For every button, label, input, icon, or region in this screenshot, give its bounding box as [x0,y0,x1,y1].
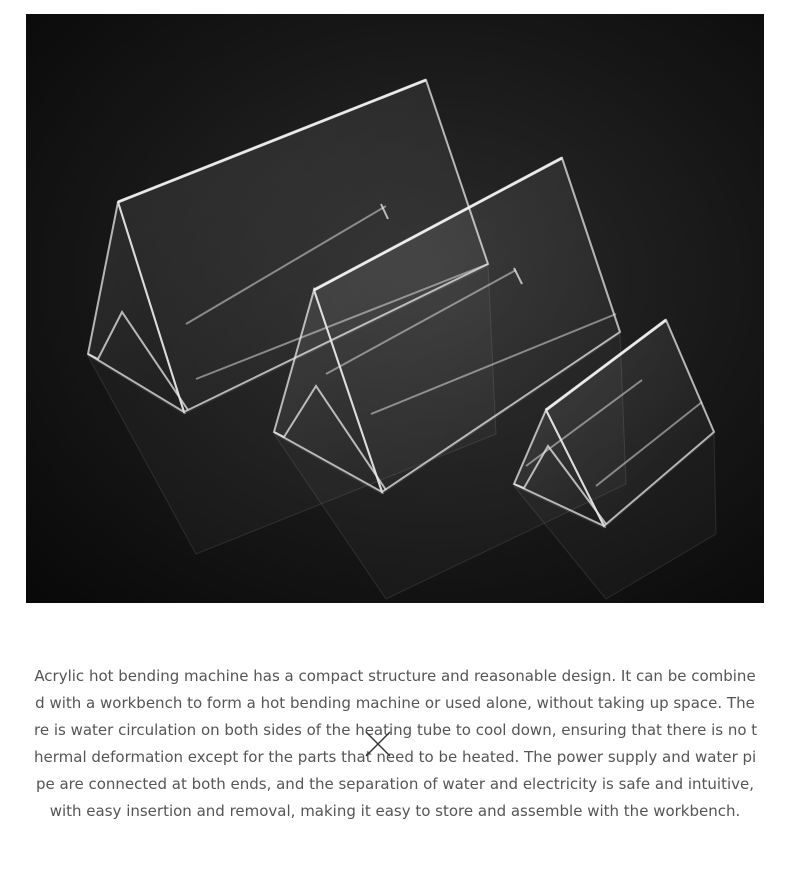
description-line: Acrylic hot bending machine has a compact structure and reasonable design. It can be combine [34,667,756,685]
close-icon[interactable] [364,730,392,758]
description-line: re is water circulation on both sides of the heating tube to cool down, ensuring that there is no t [34,721,758,739]
product-description [34,663,756,825]
description-line: pe are connected at both ends, and the separation of water and electricity is safe and intuitive, [35,775,755,793]
description-line: hermal deformation except for the parts that need to be heated. The power supply and water pi [34,748,757,766]
description-line: d with a workbench to form a hot bending machine or used alone, without taking up space. The [35,694,755,712]
product-photo [26,14,764,603]
acrylic-stands-illustration [26,14,764,603]
description-line: with easy insertion and removal, making it easy to store and assemble with the workbench. [49,802,741,820]
